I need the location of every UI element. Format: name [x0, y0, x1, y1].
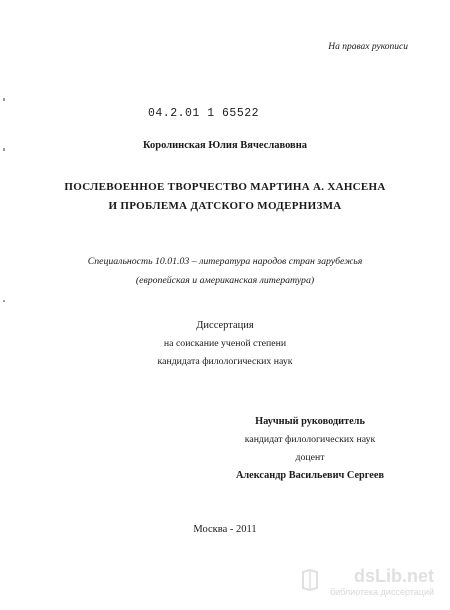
degree-line-2: кандидата филологических наук	[157, 356, 293, 367]
degree-line-1: на соискание ученой степени	[163, 338, 287, 349]
watermark	[322, 566, 442, 606]
supervisor-rank: доцент	[295, 452, 325, 463]
scan-edge-mark	[3, 300, 5, 302]
watermark-logo-text: dsLib.net	[354, 566, 434, 586]
dissertation-label: Диссертация	[196, 320, 254, 331]
watermark-subtitle: библиотека диссертаций	[329, 587, 434, 597]
registration-number: 04.2.01 1 65522	[148, 107, 260, 120]
watermark-book-icon	[300, 568, 320, 592]
scan-edge-mark	[3, 98, 5, 101]
supervisor-degree: кандидат филологических наук	[244, 434, 376, 445]
city-year: Москва - 2011	[193, 524, 257, 535]
thesis-title-line-2: И ПРОБЛЕМА ДАТСКОГО МОДЕРНИЗМА	[108, 200, 342, 212]
supervisor-name: Александр Васильевич Сергеев	[235, 470, 385, 481]
author-name: Королинская Юлия Вячеславовна	[142, 140, 308, 151]
specialty-line-2: (европейская и американская литература)	[135, 275, 315, 286]
supervisor-heading: Научный руководитель	[255, 416, 365, 427]
rights-notice: На правах рукописи	[328, 42, 408, 52]
thesis-title-line-1: ПОСЛЕВОЕННОЕ ТВОРЧЕСТВО МАРТИНА А. ХАНСЕНА	[64, 181, 386, 193]
specialty-line-1: Специальность 10.01.03 – литература народов стран зарубежья	[87, 256, 363, 267]
